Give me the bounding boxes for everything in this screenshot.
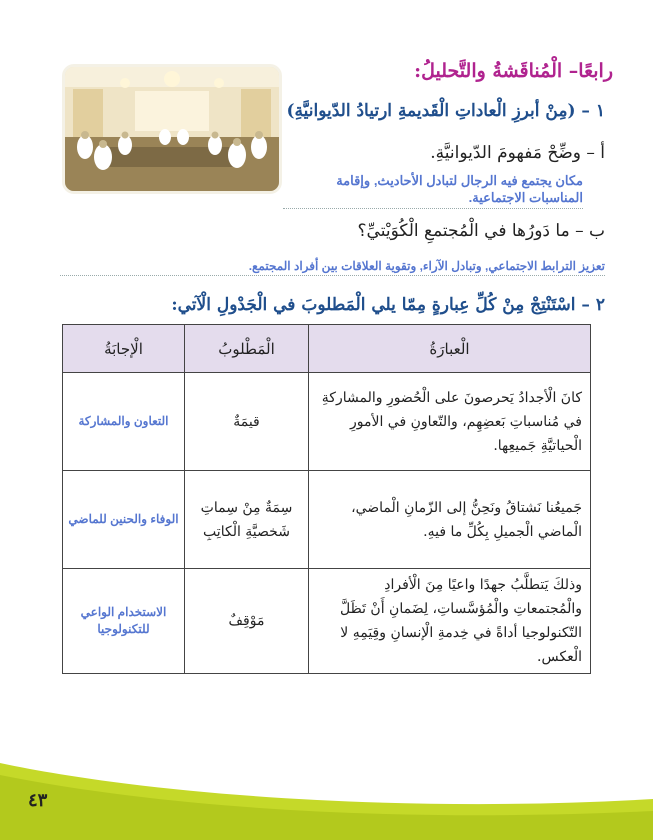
answer-1b: تعزيز الترابط الاجتماعي, وتبادل الآراء, وتقوية العلاقات بين أفراد المجتمع.	[60, 258, 605, 276]
header-statement: الْعبارَةُ	[309, 325, 591, 373]
answer-1a: مكان يجتمع فيه الرجال لتبادل الأحاديث, وإقامة المناسبات الاجتماعية.	[283, 172, 583, 209]
table-row	[63, 373, 591, 471]
table-row	[63, 471, 591, 569]
row-required: قيمَةٌ	[185, 373, 309, 471]
table-row	[63, 569, 591, 674]
header-required: الْمَطْلوبُ	[185, 325, 309, 373]
row-answer: الوفاء والحنين للماضي	[63, 471, 185, 569]
question-1b: ب – ما دَورُها في الْمُجتمعِ الْكُوَيْتيِّ؟	[357, 221, 605, 241]
section-heading: رابعًا– الْمُناقَشةُ والتَّحليلُ:	[414, 60, 613, 82]
row-statement: وذلكَ يَتطلَّبُ جهدًا واعيًا مِنَ الْأفرادِ والْمُجتمعاتِ والْمُؤسَّساتِ، لِضَمانِ أَنْ تَظَلَّ التّكنولوجيا أداةً في خِدمةِ الْإنسانِ وقِيَمِهِ لا الْعكس.	[309, 569, 591, 674]
table-header-row	[63, 325, 591, 373]
row-answer: الاستخدام الواعي للتكنولوجيا	[63, 569, 185, 674]
header-answer: الْإجابَةُ	[63, 325, 185, 373]
question-1a: أ – وضِّحْ مَفهومَ الدّيوانيَّةِ.	[430, 143, 605, 163]
footer-swoosh	[0, 735, 653, 840]
row-statement: كانَ الْأجدادُ يَحرصونَ على الْحُضورِ والمشاركةِ في مُناسباتِ بَعضِهِم، والتّعاونِ في الأمورِ الْحياتيَّةِ جَميعِها.	[309, 373, 591, 471]
row-statement: جَميعُنا نَشتاقُ ونَحِنُّ إلى الزّمانِ الْماضي، الْماضي الْجميلِ بِكُلِّ ما فيهِ.	[309, 471, 591, 569]
row-required: مَوْقِفٌ	[185, 569, 309, 674]
question-2: ٢ – اسْتَنْتِجْ مِنْ كُلِّ عِبارةٍ مِمّا يلي الْمَطلوبَ في الْجَدْولِ الْآتي:	[171, 295, 605, 315]
row-answer: التعاون والمشاركة	[63, 373, 185, 471]
row-required: سِمَةٌ مِنْ سِماتِ شَخصيَّةِ الْكاتِبِ	[185, 471, 309, 569]
question-1: ١ – (مِنْ أبرزِ الْعاداتِ الْقَديمةِ ارتيادُ الدّيوانيَّةِ)	[286, 101, 605, 121]
analysis-table	[62, 324, 591, 674]
diwaniya-photo	[62, 64, 282, 194]
page-number: ٤٣	[28, 790, 48, 811]
